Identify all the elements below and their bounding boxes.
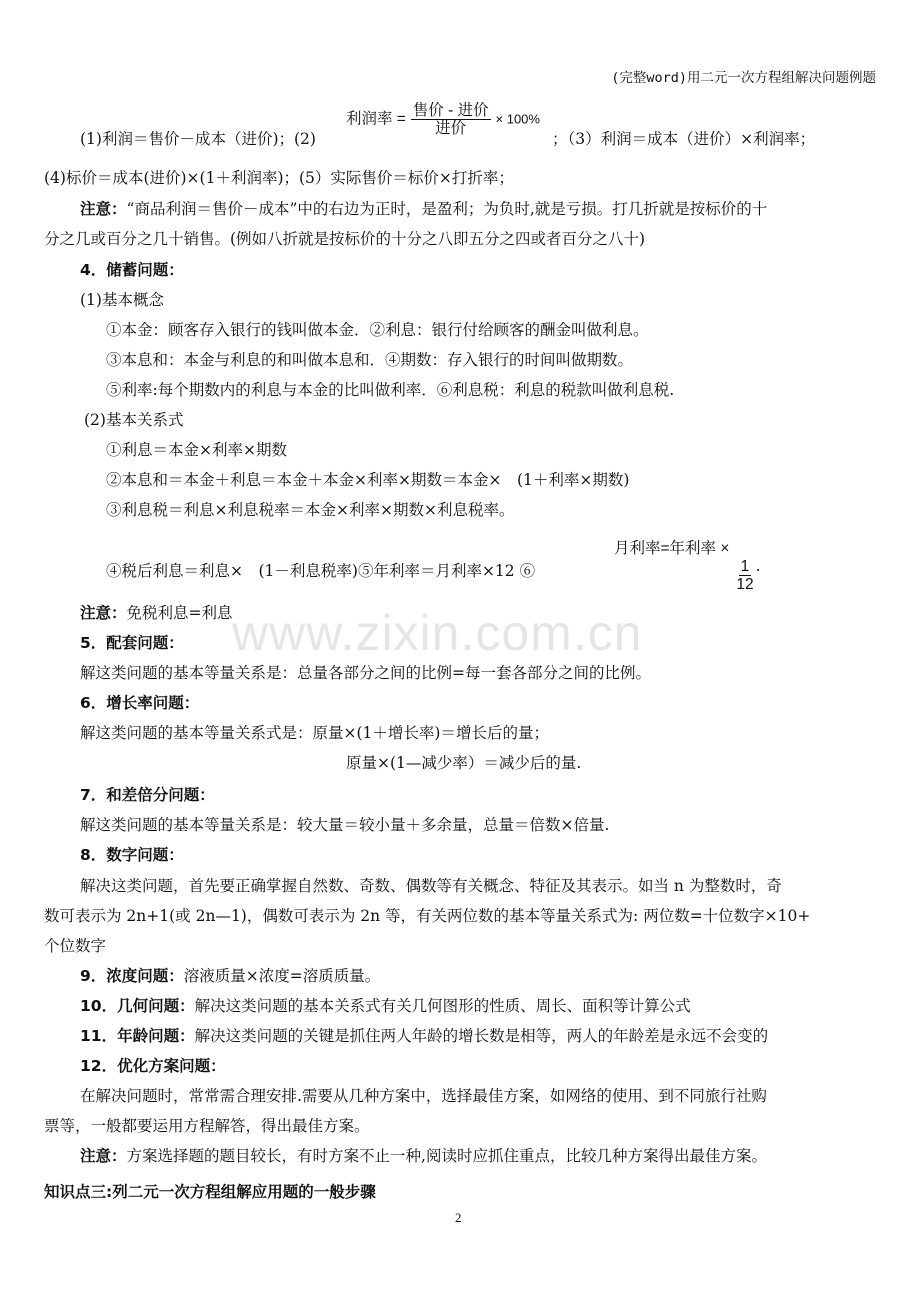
section-7-text: 解这类问题的基本等量关系是：较大量＝较小量＋多余量，总量＝倍数×倍量. <box>80 816 610 834</box>
section-6-text-2: 原量×(1—减少率）＝减少后的量. <box>346 754 582 772</box>
section-9-text: 溶液质量×浓度=溶质质量。 <box>183 967 381 985</box>
note-1 <box>80 199 767 219</box>
section-8-text-3: 个位数字 <box>44 937 107 955</box>
section-5-heading: 5．配套问题： <box>80 634 184 652</box>
s4-relation-d: ④税后利息＝利息× (1－利息税率)⑤年利率＝月利率×12 ⑥ <box>106 562 536 580</box>
note-2 <box>80 603 233 623</box>
formula-line-1b: ；（3）利润＝成本（进价）×利润率； <box>552 130 816 148</box>
section-8-text-2: 数可表示为 2n+1(或 2n—1)，偶数可表示为 2n 等，有关两位数的基本等量关系式为: 两位数=十位数字×10+ <box>44 907 811 925</box>
formula-suffix: × 100% <box>495 111 540 127</box>
note-label: 注意： <box>80 604 127 622</box>
page-header: (完整word)用二元一次方程组解决问题例题 <box>611 70 876 86</box>
s4-relation-c: ③利息税＝利息×利息税率＝本金×利率×期数×利息税率。 <box>106 501 515 519</box>
monthly-end: . <box>755 557 761 575</box>
formula-line-2: (4)标价＝成本(进价)×(1＋利润率)；(5）实际售价＝标价×打折率； <box>44 169 514 187</box>
note-text: “商品利润＝售价－成本”中的右边为正时，是盈利；为负时,就是亏损。打几折就是按标价的十 <box>126 200 768 218</box>
section-12-text-2: 票等，一般都要运用方程解答，得出最佳方案。 <box>44 1117 370 1135</box>
note-text: 免税利息=利息 <box>126 604 233 622</box>
monthly-fraction <box>734 558 755 593</box>
note-text: 方案选择题的题目较长，有时方案不止一种,阅读时应抓住重点，比较几种方案得出最佳方案。 <box>126 1147 767 1165</box>
section-5-text: 解这类问题的基本等量关系是：总量各部分之间的比例=每一套各部分之间的比例。 <box>80 664 651 682</box>
section-12-heading: 12．优化方案问题： <box>80 1057 226 1075</box>
monthly-rate-formula <box>614 534 761 593</box>
monthly-numerator: 1 <box>740 558 750 575</box>
page-number: 2 <box>455 1210 462 1225</box>
knowledge-point-3-heading: 知识点三:列二元一次方程组解应用题的一般步骤 <box>44 1183 376 1201</box>
section-6-text-1: 解这类问题的基本等量关系式是：原量×(1＋增长率)＝增长后的量； <box>80 724 549 742</box>
section-11-text: 解决这类问题的关键是抓住两人年龄的增长数是相等，两人的年龄差是永远不会变的 <box>194 1027 769 1045</box>
formula-fraction <box>411 102 491 137</box>
formula-numerator: 售价 - 进价 <box>412 102 489 119</box>
section-9-heading: 9．浓度问题： <box>80 967 184 985</box>
section-11 <box>80 1026 768 1046</box>
formula-line-1a: (1)利润＝售价－成本（进价)；(2) <box>80 130 316 148</box>
formula-denominator: 进价 <box>435 120 467 137</box>
note-1-cont: 分之几或百分之几十销售。(例如八折就是按标价的十分之八即五分之四或者百分之八十) <box>44 230 646 248</box>
section-7-heading: 7．和差倍分问题： <box>80 786 215 804</box>
s4-basic-concepts: (1)基本概念 <box>80 291 164 309</box>
s4-concept-c: ⑤利率:每个期数内的利息与本金的比叫做利率．⑥利息税：利息的税款叫做利息税. <box>106 381 675 399</box>
formula-lhs: 利润率 = <box>346 110 406 128</box>
section-6-heading: 6．增长率问题： <box>80 694 200 712</box>
note-3 <box>80 1146 767 1166</box>
section-10-text: 解决这类问题的基本关系式有关几何图形的性质、周长、面积等计算公式 <box>194 997 691 1015</box>
profit-rate-formula <box>346 102 540 137</box>
section-4-heading: 4．储蓄问题： <box>80 261 184 279</box>
section-8-text-1: 解决这类问题，首先要正确掌握自然数、奇数、偶数等有关概念、特征及其表示。如当 n 为整数时，奇 <box>80 877 782 895</box>
s4-relation-a: ①利息＝本金×利率×期数 <box>106 441 287 459</box>
s4-basic-relations: (2)基本关系式 <box>84 411 184 429</box>
section-10 <box>80 996 691 1016</box>
monthly-lhs: 月利率=年利率 × <box>614 540 730 557</box>
note-label: 注意： <box>80 1147 127 1165</box>
monthly-denominator: 12 <box>736 576 754 593</box>
section-8-heading: 8．数字问题： <box>80 846 184 864</box>
note-label: 注意： <box>80 200 127 218</box>
section-9 <box>80 966 380 986</box>
s4-relation-b: ②本息和＝本金＋利息＝本金＋本金×利率×期数＝本金× (1＋利率×期数) <box>106 471 630 489</box>
section-12-text-1: 在解决问题时，常常需合理安排.需要从几种方案中，选择最佳方案，如网络的使用、到不同旅行社购 <box>80 1087 767 1105</box>
s4-concept-a: ①本金：顾客存入银行的钱叫做本金．②利息：银行付给顾客的酬金叫做利息。 <box>106 321 649 339</box>
section-11-heading: 11．年龄问题： <box>80 1027 195 1045</box>
s4-concept-b: ③本息和：本金与利息的和叫做本息和．④期数：存入银行的时间叫做期数。 <box>106 351 634 369</box>
watermark: www.zixin.com.cn <box>232 605 643 661</box>
section-10-heading: 10．几何问题： <box>80 997 195 1015</box>
